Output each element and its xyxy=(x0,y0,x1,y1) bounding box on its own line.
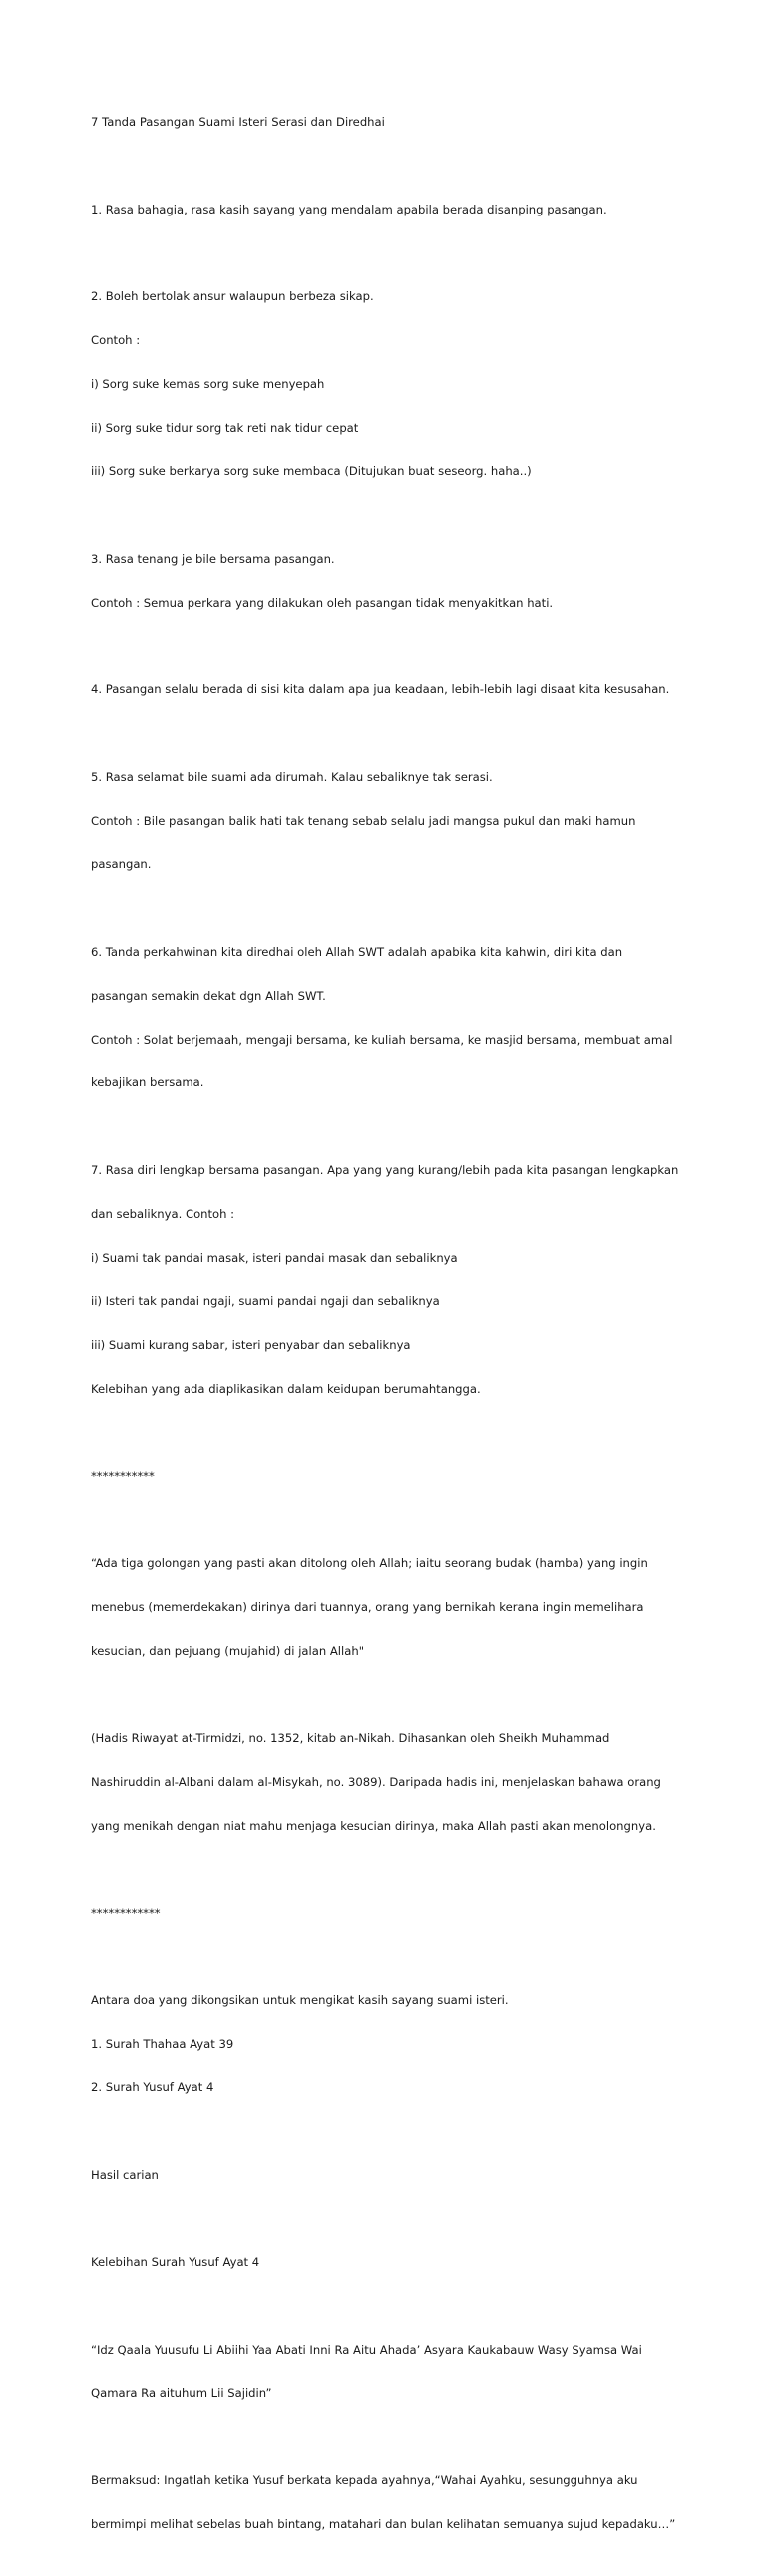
text-line: Hasil carian xyxy=(91,2167,159,2182)
hadith-reference xyxy=(91,1702,679,1863)
document-title xyxy=(91,86,679,159)
text-line: Bermaksud: Ingatlah ketika Yusuf berkata kepada ayahnya,“Wahai Ayahku, sesungguhnya aku xyxy=(91,2473,638,2488)
verse-meaning xyxy=(91,2444,679,2561)
text-line: “Idz Qaala Yuusufu Li Abiihi Yaa Abati Inni Ra Aitu Ahada’ Asyara Kaukabauw Wasy Syamsa Wai xyxy=(91,2343,642,2358)
text-line: kebajikan bersama. xyxy=(91,1075,204,1090)
text-line: pasangan. xyxy=(91,857,152,872)
text-line: ii) Sorg suke tidur sorg tak reti nak tidur cepat xyxy=(91,420,359,435)
paragraph-sign-1 xyxy=(91,174,679,246)
text-line: ************ xyxy=(91,1906,161,1921)
section-separator xyxy=(91,1877,679,1949)
verse-transliteration xyxy=(91,2314,679,2430)
text-line: 4. Pasangan selalu berada di sisi kita dalam apa jua keadaan, lebih-lebih lagi disaat kita kesusahan. xyxy=(91,682,670,697)
text-line: menebus (memerdekakan) dirinya dari tuannya, orang yang bernikah kerana ingin memelihara xyxy=(91,1599,644,1614)
text-line: (Hadis Riwayat at-Tirmidzi, no. 1352, kitab an-Nikah. Dihasankan oleh Sheikh Muhammad xyxy=(91,1731,610,1746)
paragraph-sign-2 xyxy=(91,260,679,508)
text-line: 1. Surah Thahaa Ayat 39 xyxy=(91,2036,234,2051)
text-line: 2. Surah Yusuf Ayat 4 xyxy=(91,2080,214,2095)
text-line: i) Suami tak pandai masak, isteri pandai masak dan sebaliknya xyxy=(91,1250,458,1265)
section-separator xyxy=(91,1440,679,1512)
doa-list xyxy=(91,1964,679,2125)
text-line: 2. Boleh bertolak ansur walaupun berbeza sikap. xyxy=(91,289,374,304)
text-line: yang menikah dengan niat mahu menjaga kesucian dirinya, maka Allah pasti akan menolongnya. xyxy=(91,1818,656,1833)
hadith-quote xyxy=(91,1527,679,1688)
text-line: i) Sorg suke kemas sorg suke menyepah xyxy=(91,376,325,391)
text-line: dan sebaliknya. Contoh : xyxy=(91,1206,235,1221)
text-line: Nashiruddin al-Albani dalam al-Misykah, no. 3089). Daripada hadis ini, menjelaskan bahawa orang xyxy=(91,1774,661,1789)
text-line: Qamara Ra aituhum Lii Sajidin” xyxy=(91,2385,272,2400)
text-line: Contoh : Bile pasangan balik hati tak tenang sebab selalu jadi mangsa pukul dan maki hamun xyxy=(91,813,636,828)
text-line: iii) Sorg suke berkarya sorg suke membaca (Ditujukan buat seseorg. haha..) xyxy=(91,464,532,479)
text-line: kesucian, dan pejuang (mujahid) di jalan Allah" xyxy=(91,1643,365,1658)
text-line: 1. Rasa bahagia, rasa kasih sayang yang mendalam apabila berada disanping pasangan. xyxy=(91,202,607,216)
text-line: Kelebihan yang ada diaplikasikan dalam keidupan berumahtangga. xyxy=(91,1381,481,1396)
paragraph-sign-5 xyxy=(91,741,679,902)
paragraph-sign-4 xyxy=(91,653,679,726)
text-line: 7 Tanda Pasangan Suami Isteri Serasi dan Diredhai xyxy=(91,115,385,130)
text-line: Contoh : Solat berjemaah, mengaji bersama, ke kuliah bersama, ke masjid bersama, membuat amal xyxy=(91,1032,673,1047)
text-line: 6. Tanda perkahwinan kita diredhai oleh Allah SWT adalah apabika kita kahwin, diri kita dan xyxy=(91,945,623,960)
text-line: 5. Rasa selamat bile suami ada dirumah. Kalau sebaliknye tak serasi. xyxy=(91,769,493,784)
text-line: Contoh : Semua perkara yang dilakukan oleh pasangan tidak menyakitkan hati. xyxy=(91,595,554,610)
text-line: Contoh : xyxy=(91,333,141,348)
paragraph-sign-6 xyxy=(91,916,679,1119)
paragraph-sign-3 xyxy=(91,523,679,640)
text-line: Kelebihan Surah Yusuf Ayat 4 xyxy=(91,2255,260,2270)
text-line: Antara doa yang dikongsikan untuk mengikat kasih sayang suami isteri. xyxy=(91,1992,509,2007)
text-line: ii) Isteri tak pandai ngaji, suami pandai ngaji dan sebaliknya xyxy=(91,1294,440,1309)
document-page xyxy=(91,86,679,2576)
text-line: 3. Rasa tenang je bile bersama pasangan. xyxy=(91,552,335,566)
text-line: 7. Rasa diri lengkap bersama pasangan. Apa yang yang kurang/lebih pada kita pasangan lengkapkan xyxy=(91,1162,679,1177)
paragraph-sign-7 xyxy=(91,1134,679,1426)
search-result-label xyxy=(91,2139,679,2212)
text-line: “Ada tiga golongan yang pasti akan ditolong oleh Allah; iaitu seorang budak (hamba) yang ingin xyxy=(91,1555,648,1570)
text-line: pasangan semakin dekat dgn Allah SWT. xyxy=(91,988,326,1003)
text-line: iii) Suami kurang sabar, isteri penyabar dan sebaliknya xyxy=(91,1338,411,1353)
text-line: *********** xyxy=(91,1469,155,1484)
section-heading xyxy=(91,2226,679,2299)
text-line: bermimpi melihat sebelas buah bintang, matahari dan bulan kelihatan semuanya sujud kepadaku…” xyxy=(91,2517,676,2532)
